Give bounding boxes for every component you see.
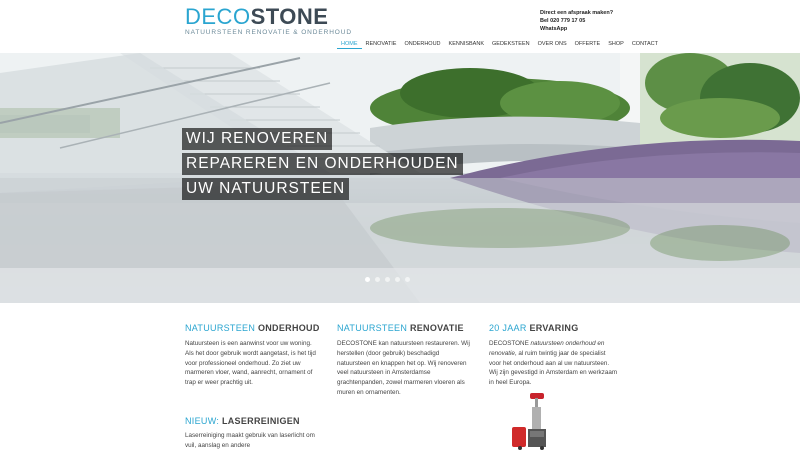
nav-item-onderhoud[interactable]: ONDERHOUD — [404, 41, 441, 47]
hero-slider — [0, 53, 800, 303]
text-part: , al ruim twintig jaar de specialist voor het onderhoud aan al uw natuursteen. Wij zijn gevestigd in Amsterdam en werkzaam in heel Europa. — [489, 349, 618, 387]
slider-dot-1[interactable] — [365, 277, 370, 282]
title-dark: ONDERHOUD — [257, 323, 320, 333]
slider-dot-2[interactable] — [375, 277, 380, 282]
title-highlight: 20 JAAR — [489, 323, 527, 333]
cleaning-machine-image — [508, 393, 558, 450]
logo-tagline: NATUURSTEEN RENOVATIE & ONDERHOUD — [185, 29, 352, 36]
hero-heading-line-2: REPAREREN EN ONDERHOUDEN — [182, 153, 463, 175]
nav-item-shop[interactable]: SHOP — [608, 41, 624, 47]
laser-text: Laserreiniging maakt gebruik van laserlicht om vuil, aanslag en andere — [185, 432, 315, 449]
column-text — [489, 339, 619, 388]
column-text: Natuursteen is een aanwinst voor uw woning. Als het door gebruik wordt aangetast, is het tijd voor professioneel onderhoud. Zo ziet uw marmeren vloer, wand, aanrecht, ornament of trap er weer prachtig uit. — [185, 340, 316, 387]
slider-pagination — [365, 277, 410, 282]
logo-wordmark — [185, 6, 352, 28]
column-onderhoud — [185, 322, 320, 388]
laser-title[interactable] — [185, 415, 300, 427]
text-emphasis: natuursteen onderhoud en renovatie — [489, 340, 605, 357]
logo[interactable] — [185, 6, 352, 36]
slider-dot-4[interactable] — [395, 277, 400, 282]
column-text: DECOSTONE kan natuursteen restaureren. Wij herstellen (door gebruik) beschadigd natuursteen en knappen het op. Wij renoveren veel natuursteen in Amsterdamse grachtenpanden, zowel marmeren vloeren als muren en ornamenten. — [337, 340, 470, 396]
logo-part-deco: DECO — [185, 4, 251, 29]
contact-prompt: Direct een afspraak maken? — [540, 10, 614, 16]
title-highlight: NATUURSTEEN — [185, 323, 256, 333]
nav-item-offerte[interactable]: OFFERTE — [574, 41, 601, 47]
title-dark: ERVARING — [529, 323, 579, 333]
nav-item-kennisbank[interactable]: KENNISBANK — [448, 41, 484, 47]
nav-item-gedeksteen[interactable]: GEDEKSTEEN — [492, 41, 530, 47]
column-title[interactable] — [185, 322, 320, 334]
hero-heading-line-3: UW NATUURSTEEN — [182, 178, 349, 200]
column-title[interactable] — [489, 322, 619, 334]
hero-heading-line-1: WIJ RENOVEREN — [182, 128, 332, 150]
title-dark: LASERREINIGEN — [221, 416, 300, 426]
contact-phone[interactable]: Bel 020 779 17 05 — [540, 18, 586, 24]
slider-dot-3[interactable] — [385, 277, 390, 282]
logo-part-stone: STONE — [250, 4, 329, 29]
contact-info — [540, 9, 613, 33]
nav-item-over-ons[interactable]: OVER ONS — [537, 41, 567, 47]
text-part: DECOSTONE — [489, 340, 531, 347]
main-nav — [337, 40, 662, 49]
column-ervaring — [489, 322, 619, 388]
nav-item-home[interactable]: HOME — [337, 40, 362, 49]
title-highlight: NIEUW: — [185, 416, 220, 426]
title-highlight: NATUURSTEEN — [337, 323, 408, 333]
hero-background-image — [0, 53, 800, 303]
site-header — [0, 0, 800, 53]
nav-item-renovatie[interactable]: RENOVATIE — [365, 41, 397, 47]
slider-dot-5[interactable] — [405, 277, 410, 282]
column-title[interactable] — [337, 322, 472, 334]
nav-item-contact[interactable]: CONTACT — [631, 41, 658, 47]
column-renovatie — [337, 322, 472, 398]
title-dark: RENOVATIE — [409, 323, 464, 333]
contact-whatsapp[interactable]: WhatsApp — [540, 26, 568, 32]
